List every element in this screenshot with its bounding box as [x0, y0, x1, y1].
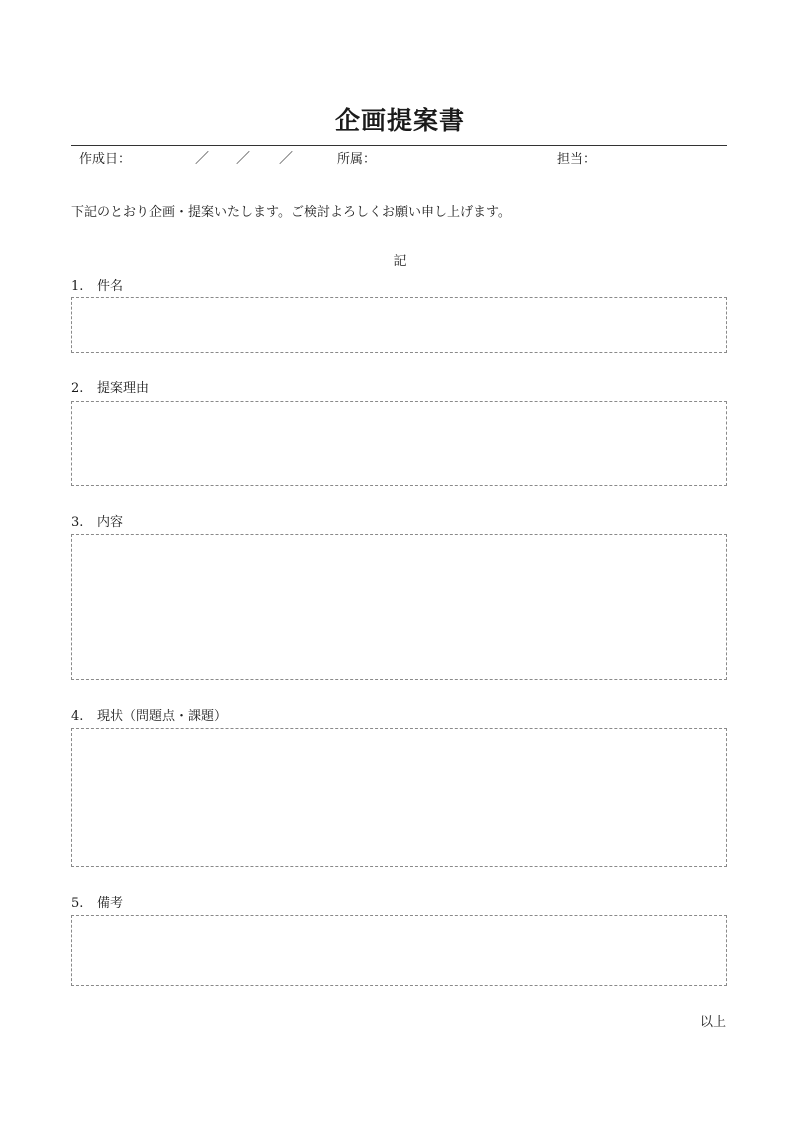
- section-label: 内容: [97, 515, 124, 530]
- person-in-charge-label: 担当：: [557, 152, 597, 167]
- date-separator-3: ／: [279, 151, 293, 167]
- notes-field[interactable]: [71, 915, 727, 986]
- subject-field[interactable]: [71, 297, 727, 353]
- content-field[interactable]: [71, 534, 727, 680]
- section-label: 備考: [97, 896, 124, 911]
- status-field[interactable]: [71, 728, 727, 867]
- section-number: 2.: [71, 381, 84, 396]
- section-number: 4.: [71, 709, 84, 724]
- document-title: 企画提案書: [334, 106, 465, 135]
- section-content-heading: [71, 513, 123, 533]
- affiliation-label: 所属：: [337, 152, 377, 167]
- ki-heading: 記: [393, 254, 407, 269]
- closing-text: 以上: [699, 1015, 726, 1030]
- section-number: 5.: [71, 896, 84, 911]
- section-status-heading: [71, 707, 227, 727]
- section-label: 件名: [97, 279, 124, 294]
- date-separator-1: ／: [195, 151, 209, 167]
- date-separator-2: ／: [236, 151, 250, 167]
- date-label: 作成日：: [79, 152, 132, 167]
- section-label: 提案理由: [97, 381, 150, 396]
- section-number: 1.: [71, 279, 84, 294]
- section-subject-heading: [71, 277, 123, 297]
- intro-text: 下記のとおり企画・提案いたします。ご検討よろしくお願い申し上げます。: [71, 205, 511, 220]
- reason-field[interactable]: [71, 401, 727, 486]
- section-number: 3.: [71, 515, 84, 530]
- section-notes-heading: [71, 894, 123, 914]
- title-underline: [71, 145, 727, 146]
- section-reason-heading: [71, 379, 149, 399]
- section-label: 現状（問題点・課題）: [97, 709, 228, 724]
